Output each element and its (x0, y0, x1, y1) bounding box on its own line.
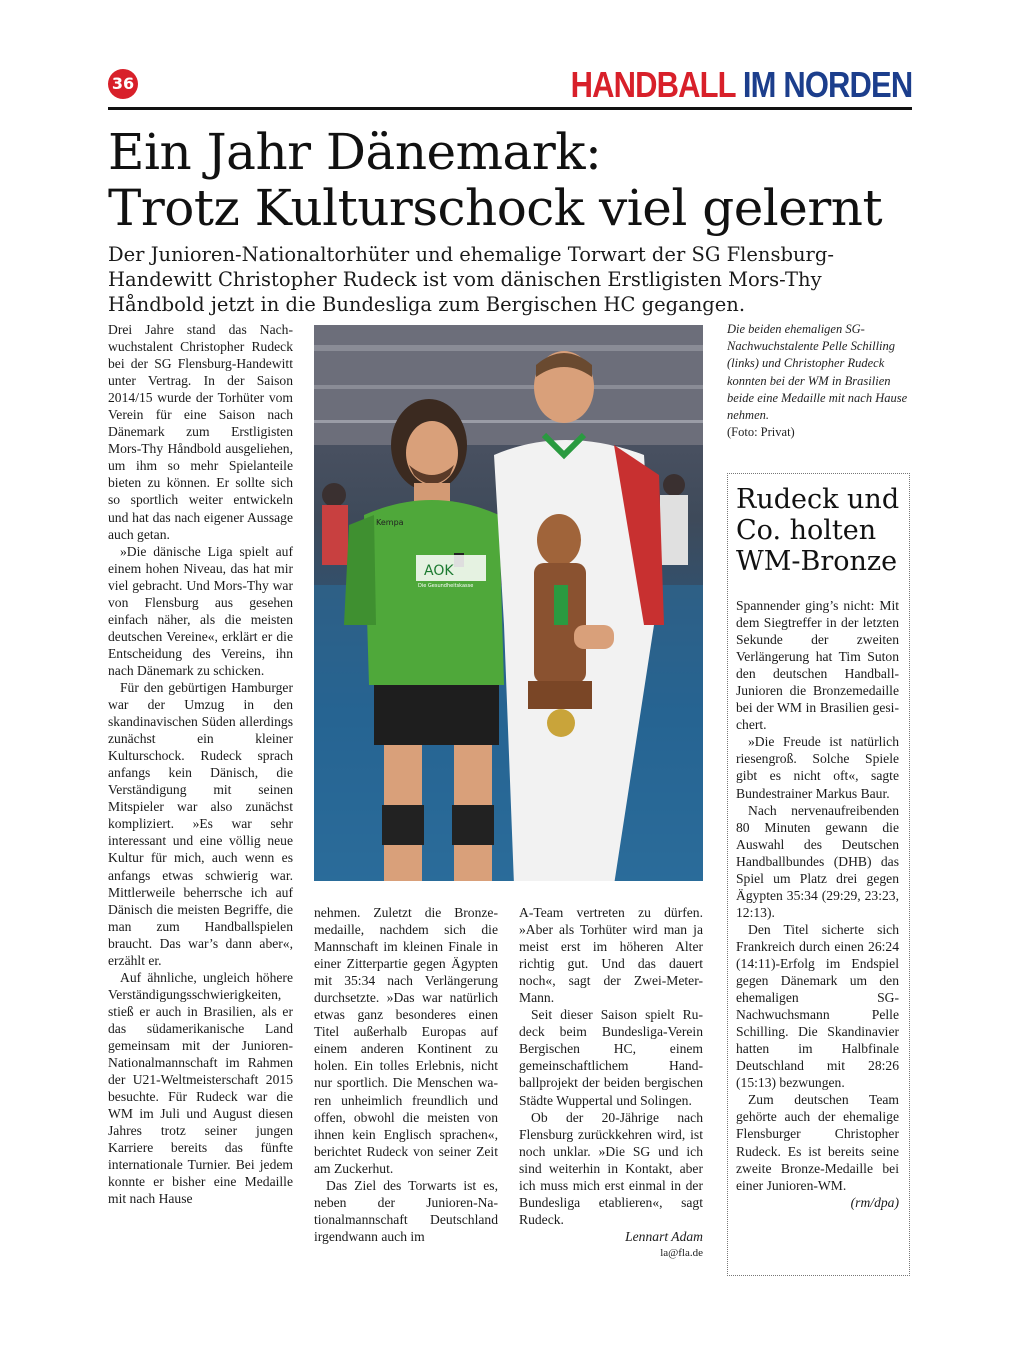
article-column-2 (314, 904, 498, 1245)
paragraph: Auf ähnliche, ungleich höhere Verständigungsschwierigkeiten, stieß er auch in Brasilien, als er das südamerikanische Land gemeinsam mit der Junioren-Nationalmannschaft im Rahmen der U21-Weltmeisterschaft 2015 besuchte. Für Rudeck war die WM im Juli und August diesen Jahres trotz seiner jungen Karriere bereits das fünfte internationale Turnier. Bei jedem konnte er bisher eine Medaille mit nach Hause (108, 969, 293, 1207)
section-rubric (570, 64, 912, 106)
paragraph-text: Zum deutschen Team gehörte auch der ehemalige Flensburger Christopher Rudeck. Es ist bereits seine zweite Bronze-Medaille bei einer Junioren-WM. (736, 1092, 899, 1193)
headline (108, 124, 918, 236)
paragraph: Nach nervenaufreibenden 80 Minuten gewann die Auswahl des Deutschen Handballbundes (DHB) das Spiel um Platz drei gegen Ägypten 35:34 (29:29, 23:23, 12:13). (736, 802, 899, 920)
photo-credit: (Foto: Privat) (727, 425, 795, 440)
photo-caption (727, 321, 912, 441)
paragraph: »Die dänische Liga spielt auf einem hohen Niveau, das hat mir viel gebracht. Und Mors-Thy war von Flensburg aus gesehen einfach näher, als die meisten deutschen Vereine«, erklärt er die Entscheidung des Vereins, ihn nach Dänemark zu schicken. (108, 543, 293, 678)
paragraph (736, 1091, 899, 1210)
paragraph: A-Team vertreten zu dürfen. »Aber als Torhüter wird man ja meist erst im höheren Alter richtig gut. Und das dauert noch«, sagt der Zwei-Meter-Mann. (519, 905, 703, 1006)
rubric-handball: HANDBALL (570, 64, 735, 105)
sidebar-source: (rm/dpa) (850, 1194, 899, 1210)
header-rule (108, 107, 912, 110)
paragraph: Spannender ging’s nicht: Mit dem Siegtreffer in der letzten Sekunde der zweiten Verlängerung hat Tim Suton den deutschen Handball-Junioren die Bronzemedaille bei der WM in Brasilien gesichert. (736, 598, 899, 733)
article-photo (314, 325, 703, 881)
article-column-1 (108, 321, 293, 1207)
caption-text: Die beiden ehemaligen SG-Nachwuchstalente Pelle Schilling (links) und Christopher Rudeck konnten bei der WM in Brasilien beide eine Medaille mit nach Hause nehmen. (727, 322, 908, 423)
article-column-3 (519, 904, 703, 1262)
sidebar-text (736, 597, 899, 1211)
author-name: Lennart Adam (625, 1228, 703, 1244)
sidebar-title-line-3: WM-Bronze (736, 546, 898, 577)
sidebar-title-line-1: Rudeck und (736, 484, 900, 515)
paragraph: »Die Freude ist natürlich riesengroß. Solche Spiele gibt es nicht oft«, sagte Bundestrainer Markus Baur. (736, 734, 899, 801)
paragraph: nehmen. Zuletzt die Bronzemedaille, nachdem sich die Mannschaft im kleinen Finale in einer Zitterpartie gegen Ägypten mit 35:34 nach Verlängerung durchsetzte. »Das war natürlich etwas ganz besonderes einen Titel außerhalb Europas auf einem anderen Kontinent zu holen. Ein tolles Erlebnis, nicht nur sportlich. Die Menschen waren unheimlich freundlich und offen, obwohl die meisten von ihnen kein Englisch sprachen«, berichtet Rudeck von seiner Zeit am Zuckerhut. (314, 905, 498, 1176)
paragraph: Das Ziel des Torwarts ist es, neben der Junioren-Nationalmannschaft Deutschland irgendwann auch im (314, 1177, 498, 1244)
headline-line-1: Ein Jahr Dänemark: (108, 123, 602, 181)
jersey-sponsor-sub: Die Gesundheitskasse (418, 583, 474, 589)
subheadline: Der Junioren-Nationaltorhüter und ehemalige Torwart der SG Flensburg-Handewitt Christopher Rudeck ist vom dänischen Erstligisten Mors-Thy Håndbold jetzt in die Bundesliga zum Bergischen HC gegangen. (108, 243, 834, 316)
sidebar-title (736, 484, 906, 577)
jersey-brand: Kempa (376, 518, 404, 527)
paragraph: Drei Jahre stand das Nachwuchstalent Christopher Rudeck bei der SG Flensburg-Handewitt unter Vertrag. In der Saison 2014/15 wurde der Torhüter vom Verein für eine Saison nach Dänemark zum Erstligisten Mors-Thy Håndbold ausgeliehen, um ihm so mehr Spielanteile bieten zu können. Er sollte sich so sportlich weiter entwickeln und hat das nach eigener Aussage auch getan. (108, 322, 293, 542)
paragraph: Den Titel sicherte sich Frankreich durch einen 26:24 (14:11)-Erfolg im Endspiel gegen Dänemark um den ehemaligen SG-Nachwuchsmann Pelle Schilling. Die Skandinavier hatten im Halbfinale Deutschland mit 28:26 (15:13) bezwungen. (736, 921, 899, 1091)
photo-illustration (314, 325, 703, 881)
jersey-sponsor: AOK (424, 563, 454, 579)
paragraph: Seit dieser Saison spielt Rudeck beim Bundesliga-Verein Bergischen HC, einem gemeinschaftlichem Handballprojekt der beiden bergischen Städte Wuppertal und Solingen. (519, 1007, 703, 1108)
paragraph: Für den gebürtigen Hamburger war der Umzug in den skandinavischen Süden allerdings zunächst ein kleiner Kulturschock. Rudeck sprach anfangs kein Dänisch, die Verständigung mit seinen Mitspieler war also zunächst kompliziert. »Es war sehr interessant und eine völlig neue Kultur für mich, auch wenn es anfangs etwas schwierig war. Mittlerweile beherrsche ich auf Dänisch die meisten Begriffe, die man zum Handballspielen braucht. Das war’s dann aber«, erzählt er. (108, 679, 293, 968)
paragraph: Ob der 20-Jährige nach Flensburg zurückkehren wird, ist noch unklar. »Die SG und ich sind weiterhin in Kontakt, aber ich muss mich erst einmal in der Bundesliga etablieren«, sagt Rudeck. (519, 1109, 703, 1227)
page-number-badge: 36 (108, 69, 138, 99)
rubric-im-norden: IM NORDEN (742, 64, 912, 105)
sidebar-title-line-2: Co. holten (736, 515, 877, 546)
author-email: la@fla.de (660, 1246, 703, 1259)
headline-line-2: Trotz Kulturschock viel gelernt (108, 179, 883, 237)
